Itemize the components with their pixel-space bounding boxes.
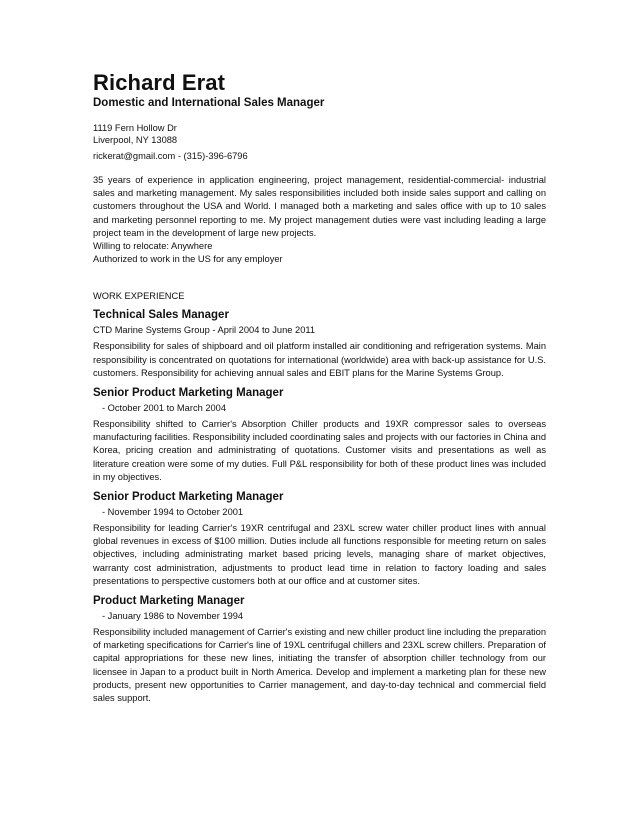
contact-city: Liverpool, NY 13088 — [93, 135, 178, 145]
candidate-name: Richard Erat — [93, 70, 226, 95]
job-entry — [93, 594, 546, 705]
job-title: Technical Sales Manager — [93, 309, 229, 322]
summary-block — [93, 174, 546, 266]
job-meta: CTD Marine Systems Group - April 2004 to June 2011 — [93, 325, 316, 336]
work-experience-heading: WORK EXPERIENCE — [93, 291, 185, 302]
job-entry — [93, 308, 546, 380]
job-title: Senior Product Marketing Manager — [93, 491, 284, 504]
authorized-text: Authorized to work in the US for any employer — [93, 254, 283, 265]
job-description: Responsibility for leading Carrier's 19XR centrifugal and 23XL screw water chiller product lines with annual global revenues in excess of $100 million. Duties include all functions responsible for meeting return on sales objectives, including administrating market based pricing levels, managing share of market objectives, warranty cost administration, adjustments to product lead time in relation to factory loading and sales presentations to perspective customers both at our office and at customer sites. — [93, 523, 546, 586]
job-description: Responsibility included management of Carrier's existing and new chiller product line including the preparation of marketing specifications for Carrier's line of 19XL centrifugal chillers and 23XL screw chillers. Preparation of capital appropriations for these new lines, initiating the transfer of absorption chiller technology from our licensee in Japan to a product built in North America. Develop and implement a marketing plan for these new products, present new opportunities to Carrier management, and day-to-day technical and commercial field sales support. — [93, 627, 546, 704]
job-title: Senior Product Marketing Manager — [93, 387, 284, 400]
summary-text: 35 years of experience in application engineering, project management, residential-commercial- industrial sales and marketing management. My sales responsibilities included both inside sales support and calling on customers throughout the USA and World. I managed both a marketing and sales office with up to 10 sales and marketing personnel reporting to me. My project management duties were vast including leading a large project team in the development of large new projects. — [93, 175, 546, 238]
job-description: Responsibility shifted to Carrier's Absorption Chiller products and 19XR compressor sales to overseas manufacturing facilities. Responsibility included coordinating sales and projects with our factories in China and Korea, pricing creation and administrating of quotations. Customer visits and presentations as well as literature creation were some of my duties. Full P&L responsibility for both of these product lines was included in my objectives. — [93, 419, 546, 482]
job-description: Responsibility for sales of shipboard and oil platform installed air conditioning and refrigeration systems. Main responsibility is concentrated on quotations for international (worldwide) area with back-up assistance for U.S. customers. Responsibility for achieving annual sales and EBIT plans for the Marine Systems Group. — [93, 341, 546, 378]
contact-email-phone: rickerat@gmail.com - (315)-396-6796 — [93, 151, 248, 161]
job-entry — [93, 490, 546, 588]
job-meta: - November 1994 to October 2001 — [102, 507, 244, 518]
job-meta: - October 2001 to March 2004 — [102, 403, 227, 414]
job-title: Product Marketing Manager — [93, 595, 245, 608]
job-entry — [93, 386, 546, 484]
contact-block — [93, 122, 546, 162]
job-meta: - January 1986 to November 1994 — [102, 611, 244, 622]
contact-street: 1119 Fern Hollow Dr — [93, 123, 177, 133]
candidate-headline: Domestic and International Sales Manager — [93, 97, 325, 109]
relocate-text: Willing to relocate: Anywhere — [93, 241, 213, 252]
